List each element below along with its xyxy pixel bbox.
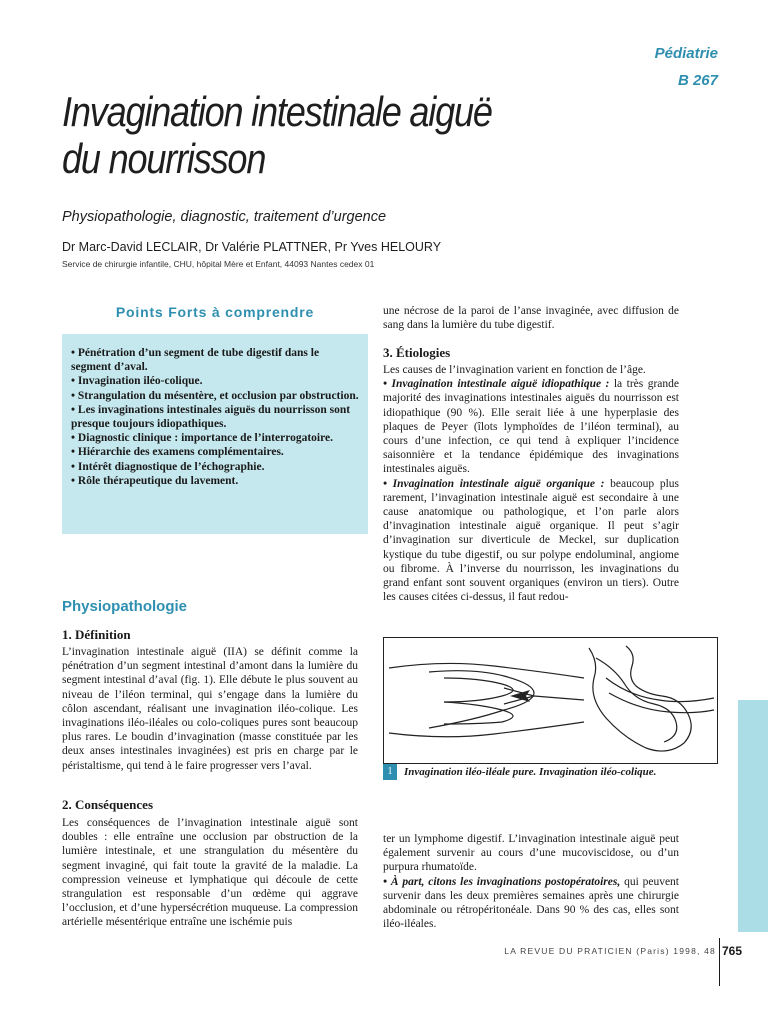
ileo-colic-drawing [589,646,714,751]
organic-label: • Invagination intestinale aiguë organique : [383,477,605,490]
title-line-2: du nourrisson [62,135,266,182]
side-color-bar [738,700,768,932]
list-item: • Rôle thérapeutique du lavement. [71,474,239,487]
idiopathic-paragraph [383,377,679,476]
journal-footer: LA REVUE DU PRATICIEN (Paris) 1998, 48 [504,946,716,956]
list-item: • Pénétration d’un segment de tube digestif dans le segment d’aval. [71,347,320,374]
section-code: B 267 [677,72,718,89]
definition-text: L’invagination intestinale aiguë (IIA) se définit comme la pénétration d’un segment intestinal d’amont dans la lumière du segment intestinal d’aval (fig. 1). Elle débute le plus souvent au niveau de l’iléon terminal, qui s’engage dans la lumière du côlon ascendant, réalisant une invagination iléo-colique. Les invaginations iléo-iléales ou colo-coliques pures sont beaucoup plus rares. Le boudin d’invagination (masse constituée par les deux anses intestinales invaginées) est pris en charge par le péristaltisme, qui tend à le faire progresser vers l’aval. [62,646,358,772]
points-forts-list [71,346,361,488]
list-item: • Diagnostic clinique : importance de l’interrogatoire. [71,432,333,445]
footer-divider [719,938,720,986]
ileo-ileal-drawing [389,663,584,736]
section-tag [600,40,718,94]
organic-text: beaucoup plus rarement, l’invagination intestinale aiguë est secondaire à une cause anatomique ou pathologique, et l’on parle alors d’invagination intestinale aiguë organique. Il peut s’agir d’invagination sur diverticule de Meckel, sur duplication kystique du tube digestif, ou sur polype endoluminal, angiome ou fibrome. À l’inverse du nourrisson, les invaginations du grand enfant sont souvent organiques (environ un tiers). Outre les causes citées ci-dessus, il faut redou- [383,477,679,604]
affiliation: Service de chirurgie infantile, CHU, hôpital Mère et Enfant, 44093 Nantes cedex 01 [62,259,375,269]
lymphome-paragraph: ter un lymphome digestif. L’invagination intestinale aiguë peut également survenir au cours d’une mucoviscidose, ou d’un purpura rhumatoïde. [383,833,679,874]
etiologies-text [383,363,679,604]
figure-caption: Invagination iléo-iléale pure. Invagination iléo-colique. [404,766,657,778]
necrose-text: une nécrose de la paroi de l’anse invaginée, avec diffusion de sang dans la lumière du tube digestif. [383,305,679,332]
postop-label: • À part, citons les invaginations postopératoires, [383,875,621,888]
page-number: 765 [722,944,743,958]
physio-heading: Physiopathologie [62,598,188,615]
list-item: • Invagination iléo-colique. [71,375,203,388]
list-item: • Les invaginations intestinales aiguës du nourrisson sont presque toujours idiopathiques. [71,403,351,431]
etiologies-intro: Les causes de l’invagination varient en fonction de l’âge. [383,364,646,376]
author-list: Dr Marc-David LECLAIR, Dr Valérie PLATTNER, Pr Yves HELOURY [62,240,442,254]
section-name: Pédiatrie [654,45,718,62]
points-forts-heading: Points Forts à comprendre [115,304,315,320]
definition-heading: 1. Définition [62,627,131,642]
consequences-heading: 2. Conséquences [62,797,154,812]
invagination-illustration [384,638,717,763]
postop-text: qui peuvent survenir dans les deux premières semaines après une chirurgie abdominale ou rétropéritonéale. Dans 90 % des cas, elles sont iléo-iléales. [383,875,679,931]
postop-paragraph [383,875,679,932]
etiologies-heading: 3. Étiologies [383,345,451,360]
figure-number: 1 [383,764,397,780]
organic-paragraph [383,477,679,605]
article-subtitle: Physiopathologie, diagnostic, traitement d’urgence [62,209,387,225]
list-item: • Strangulation du mésentère, et occlusion par obstruction. [71,389,359,402]
list-item: • Hiérarchie des examens complémentaires. [71,446,284,459]
title-line-1: Invagination intestinale aiguë [62,88,492,135]
consequences-text: Les conséquences de l’invagination intestinale aiguë sont doubles : elle entraîne une occlusion par obstruction de la lumière intestinale, et une strangulation du mésentère du segment invaginé, qui fait toute la gravité de la maladie. La compression veineuse et lymphatique qui découle de cette strangulation est responsable d’un œdème qui aggrave l’occlusion, et d’une hypersécrétion muqueuse. La compression artérielle mésentérique entraîne une ischémie puis [62,817,358,929]
idiopathic-label: • Invagination intestinale aiguë idiopathique : [383,378,610,391]
figure-1 [383,637,718,764]
article-title [62,88,544,182]
idiopathic-text: la très grande majorité des invaginations intestinales aiguës du nourrisson est idiopathique (90 %). Elle serait liée à une hyperplasie des plaques de Peyer (îlots lymphoïdes de l’iléon terminal), au cours d’une infection, ce qui tend à expliquer l’incidence saisonnière et la tendance épidémique des invaginations intestinales aiguës. [383,378,679,476]
bottom-right-text [383,832,679,931]
list-item: • Intérêt diagnostique de l’échographie. [71,460,265,473]
